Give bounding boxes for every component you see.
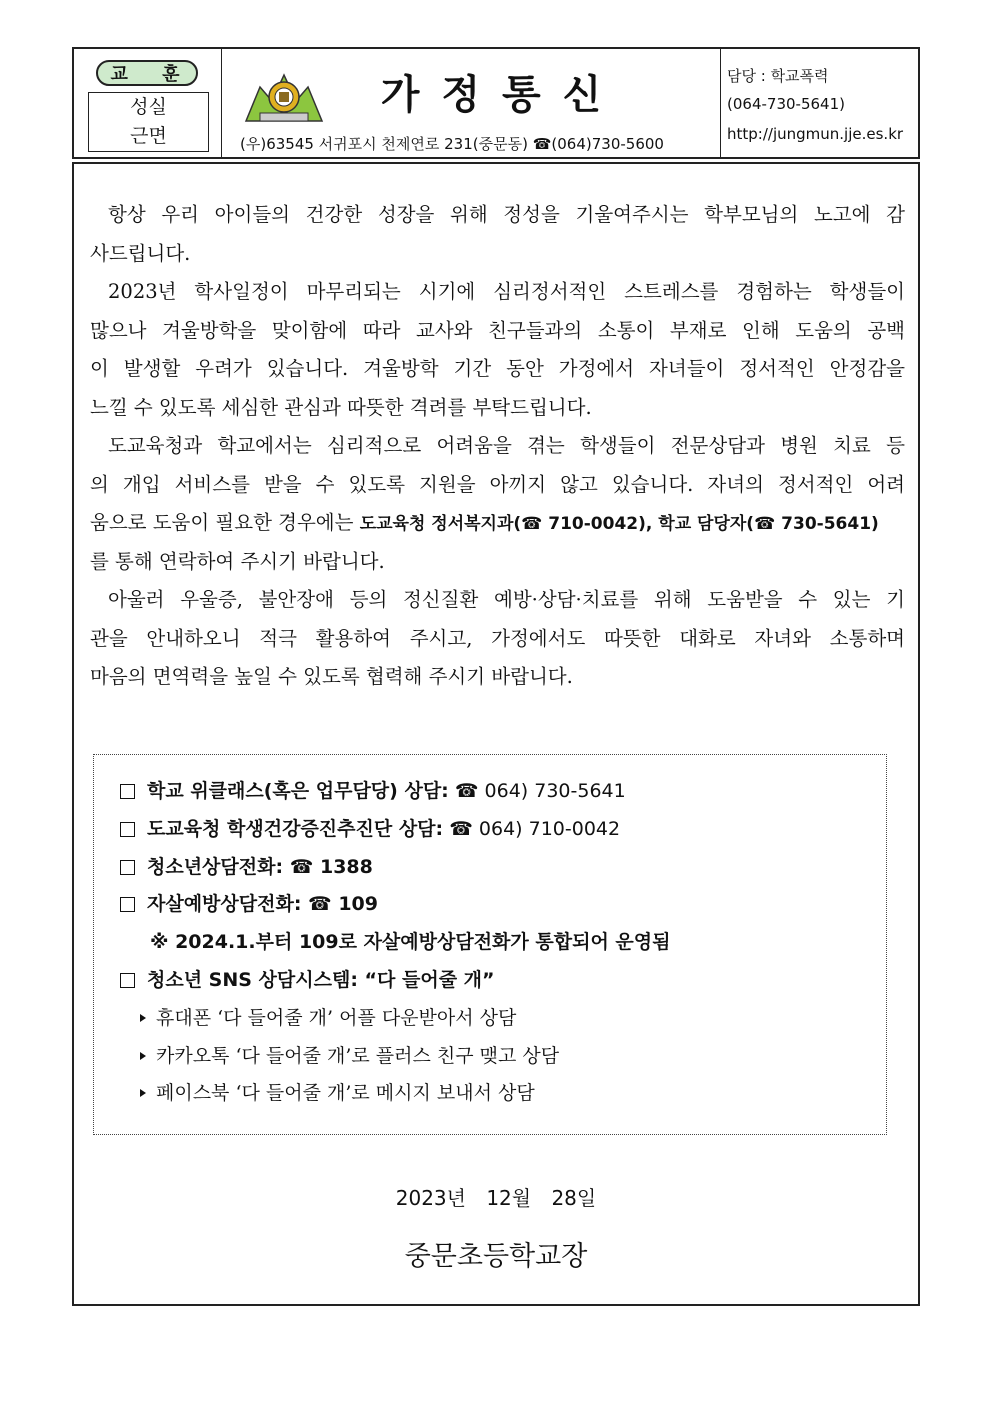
sub-item — [120, 1038, 670, 1076]
list-item — [120, 773, 670, 811]
contact-dept: 담당 : 학교폭력 — [727, 67, 829, 85]
letter-header — [72, 47, 920, 159]
paragraph-line: 마음의 면역력을 높일 수 있도록 협력해 주시기 바랍니다. — [90, 665, 573, 688]
letter-date: 2023년 12월 28일 — [395, 1186, 597, 1210]
item-label: 도교육청 학생건강증진추진단 상담: — [147, 817, 444, 840]
paragraph-line: 항상 우리 아이들의 건강한 성장을 위해 정성을 기울여주시는 학부모님의 노고에 감 — [108, 203, 905, 226]
sub-item-text: 휴대폰 ‘다 들어줄 개’ 어플 다운받아서 상담 — [156, 1006, 517, 1029]
sub-item-text: 페이스북 ‘다 들어줄 개’로 메시지 보내서 상담 — [156, 1082, 535, 1105]
list-item — [120, 886, 670, 924]
title-section — [222, 49, 721, 157]
item-phone: ☎ 064) 710-0042 — [449, 817, 621, 840]
motto-label: 교 훈 — [96, 60, 198, 86]
checkbox-icon — [120, 897, 135, 912]
item-label: 학교 위클래스(혹은 업무담당) 상담: — [147, 780, 449, 802]
paragraph-line — [90, 504, 905, 543]
paragraph-line: 의 개입 서비스를 받을 수 있도록 지원을 아끼지 않고 있습니다. 자녀의 정서적인 어려 — [90, 472, 905, 496]
sub-item-text: 카카오톡 ‘다 들어줄 개’로 플러스 친구 맺고 상담 — [156, 1044, 560, 1067]
document-title: 가정통신 — [380, 71, 624, 118]
paragraph-line: 많으나 겨울방학을 맞이함에 따라 교사와 친구들과의 소통이 부재로 인해 도움의 공백 — [90, 318, 905, 342]
checkbox-icon — [120, 973, 135, 988]
item-label: 청소년 SNS 상담시스템: “다 들어줄 개” — [147, 968, 495, 991]
contact-section — [727, 49, 917, 157]
motto-box — [88, 92, 209, 152]
paragraph-line: 느낄 수 있도록 세심한 관심과 따뜻한 격려를 부탁드립니다. — [90, 395, 592, 419]
paragraph-line: 도교육청과 학교에서는 심리적으로 어려움을 겪는 학생들이 전문상담과 병원 치료 등 — [108, 434, 905, 457]
counseling-list — [120, 773, 670, 1113]
bullet-triangle-icon — [140, 1052, 146, 1060]
contact-phone: (064-730-5641) — [727, 95, 845, 113]
letter-body — [72, 162, 920, 1306]
item-label: 청소년상담전화: ☎ 1388 — [147, 855, 373, 878]
item-phone: ☎ 064) 730-5641 — [454, 780, 626, 802]
motto-line-1: 성실 — [130, 96, 167, 118]
item-label: 자살예방상담전화: ☎ 109 — [147, 893, 378, 916]
sub-item — [120, 1075, 670, 1113]
school-address: (우)63545 서귀포시 천제연로 231(중문동) ☎(064)730-5600 — [240, 135, 664, 153]
school-emblem-icon — [242, 67, 326, 127]
contact-highlight: 도교육청 정서복지과(☎ 710-0042), 학교 담당자(☎ 730-5641) — [359, 514, 879, 534]
paragraph-text: 움으로 도움이 필요한 경우에는 — [90, 511, 360, 534]
body-paragraphs — [90, 196, 905, 697]
motto-line-2: 근면 — [130, 125, 167, 147]
checkbox-icon — [120, 784, 135, 799]
paragraph-line: 사드립니다. — [90, 241, 191, 265]
sub-item — [120, 1000, 670, 1038]
counseling-info-box — [93, 754, 887, 1135]
list-item — [120, 962, 670, 1000]
bullet-triangle-icon — [140, 1014, 146, 1022]
checkbox-icon — [120, 822, 135, 837]
list-note: ※ 2024.1.부터 109로 자살예방상담전화가 통합되어 운영됨 — [150, 931, 671, 954]
bullet-triangle-icon — [140, 1089, 146, 1097]
list-item — [120, 811, 670, 849]
paragraph-line: 를 통해 연락하여 주시기 바랍니다. — [90, 549, 385, 573]
contact-url[interactable]: http://jungmun.jje.es.kr — [727, 125, 904, 143]
signer-name: 중문초등학교장 — [404, 1241, 588, 1272]
paragraph-line: 2023년 학사일정이 마무리되는 시기에 심리정서적인 스트레스를 경험하는 학생들이 — [108, 280, 905, 303]
list-item — [120, 849, 670, 887]
paragraph-line: 이 발생할 우려가 있습니다. 겨울방학 기간 동안 가정에서 자녀들이 정서적인 안정감을 — [90, 357, 905, 380]
paragraph-line: 아울러 우울증, 불안장애 등의 정신질환 예방·상담·치료를 위해 도움받을 수 있는 기 — [108, 588, 905, 611]
paragraph-line: 관을 안내하오니 적극 활용하여 주시고, 가정에서도 따뜻한 대화로 자녀와 소통하며 — [90, 626, 905, 650]
motto-section — [74, 49, 222, 157]
checkbox-icon — [120, 860, 135, 875]
